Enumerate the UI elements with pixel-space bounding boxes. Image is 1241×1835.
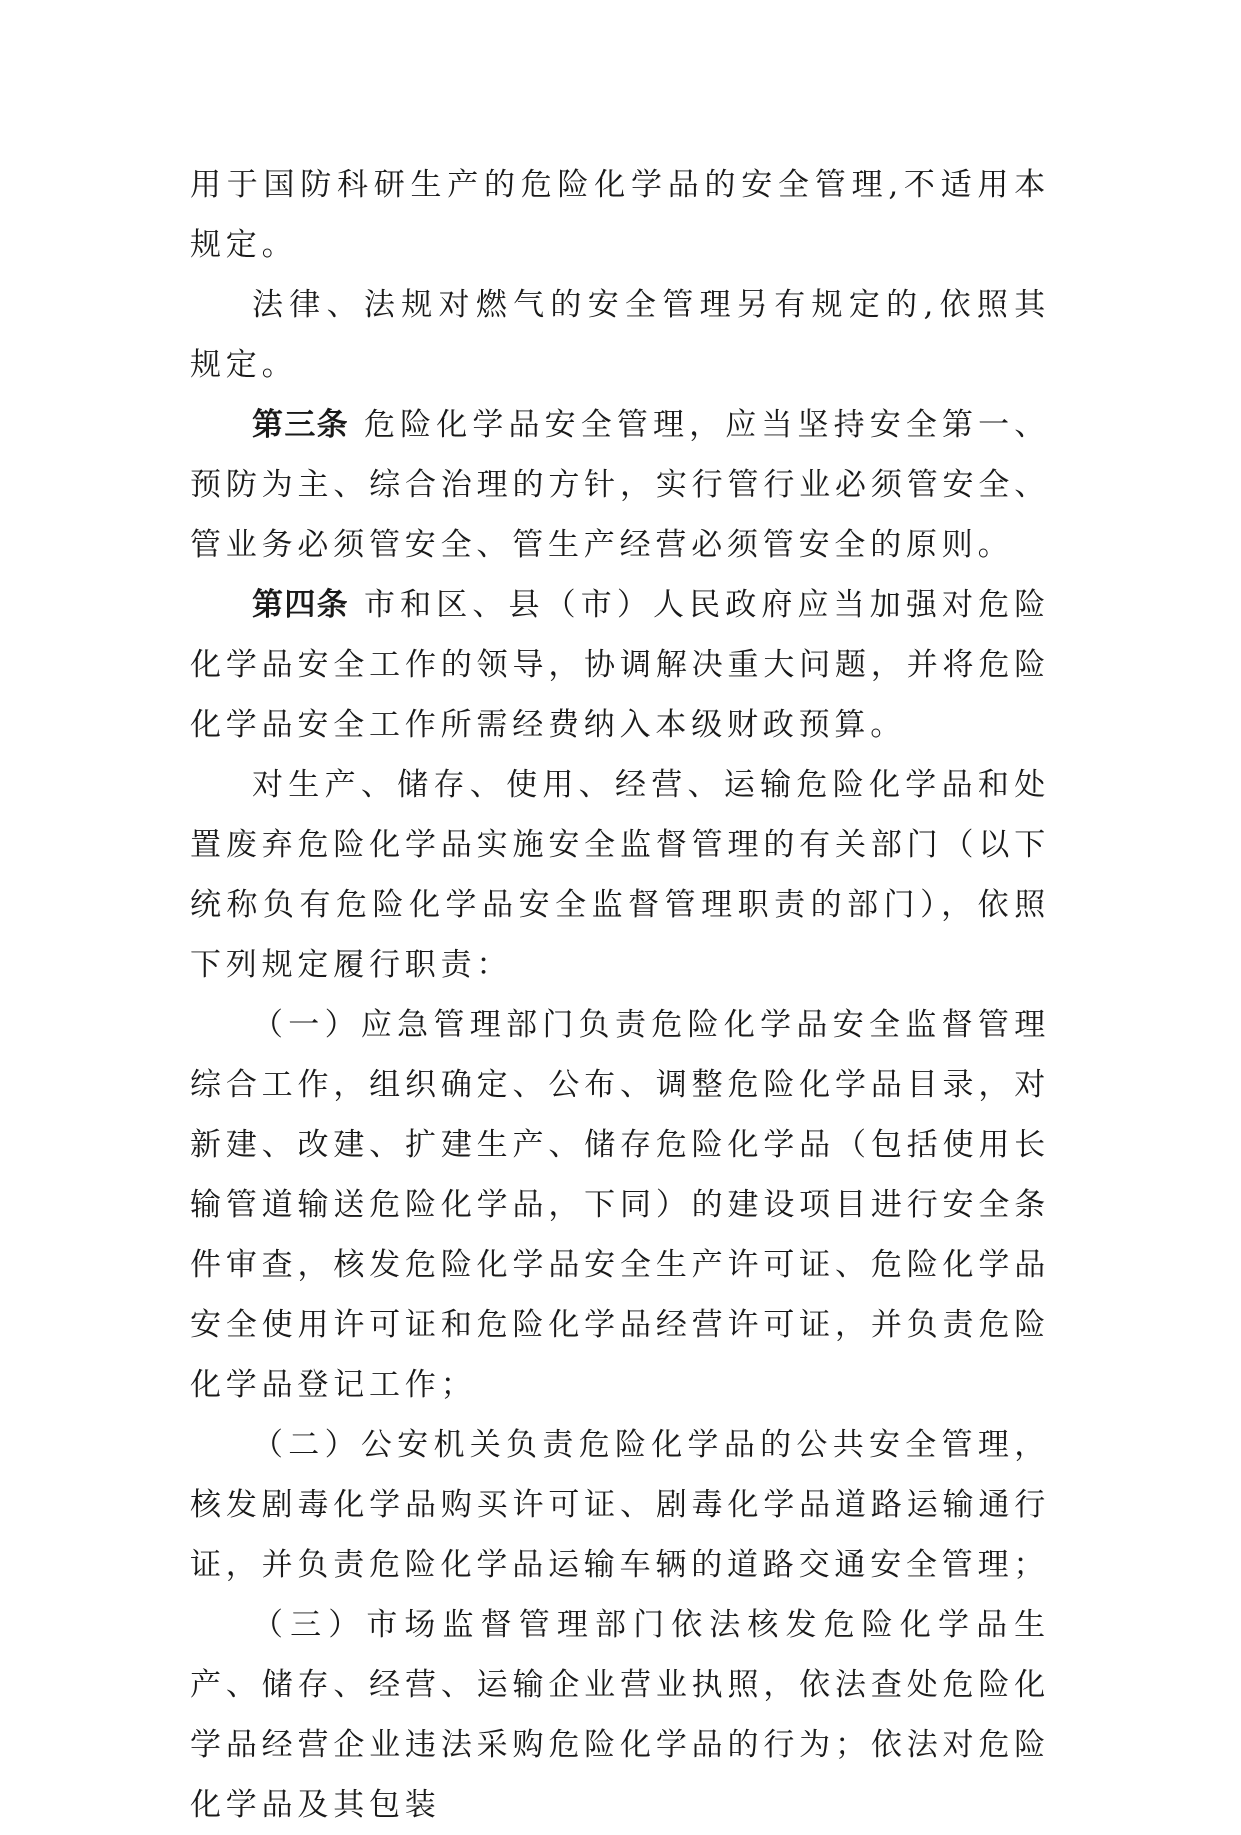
paragraph-text: 危险化学品安全管理，应当坚持安全第一、预防为主、综合治理的方针，实行管行业必须管安全、管业务必须管安全、管生产经营必须管安全的原则。 [190, 407, 1051, 563]
paragraph-text: 对生产、储存、使用、经营、运输危险化学品和处置废弃危险化学品实施安全监督管理的有关部门（以下统称负有危险化学品安全监督管理职责的部门），依照下列规定履行职责： [190, 767, 1050, 983]
article-paragraph [190, 575, 1050, 755]
paragraph [190, 275, 1050, 395]
paragraph-text: （二）公安机关负责危险化学品的公共安全管理，核发剧毒化学品购买许可证、剧毒化学品道路运输通行证，并负责危险化学品运输车辆的道路交通安全管理； [190, 1427, 1050, 1583]
article-title: 第四条 [252, 587, 349, 623]
paragraph-text: 法律、法规对燃气的安全管理另有规定的,依照其规定。 [190, 287, 1050, 383]
list-item [190, 995, 1050, 1415]
paragraph-text: （三）市场监督管理部门依法核发危险化学品生产、储存、经营、运输企业营业执照，依法查处危险化学品经营企业违法采购危险化学品的行为；依法对危险化学品及其包装 [190, 1607, 1050, 1823]
list-item [190, 1415, 1050, 1595]
list-item [190, 1595, 1050, 1835]
paragraph-text: 用于国防科研生产的危险化学品的安全管理,不适用本规定。 [190, 167, 1050, 263]
document-body [190, 155, 1050, 1835]
article-paragraph [190, 395, 1050, 575]
paragraph [190, 755, 1050, 995]
paragraph-text: （一）应急管理部门负责危险化学品安全监督管理综合工作，组织确定、公布、调整危险化学品目录，对新建、改建、扩建生产、储存危险化学品（包括使用长输管道输送危险化学品，下同）的建设项目进行安全条件审查，核发危险化学品安全生产许可证、危险化学品安全使用许可证和危险化学品经营许可证，并负责危险化学品登记工作； [190, 1007, 1050, 1403]
paragraph [190, 155, 1050, 275]
paragraph-text: 市和区、县（市）人民政府应当加强对危险化学品安全工作的领导，协调解决重大问题，并将危险化学品安全工作所需经费纳入本级财政预算。 [190, 587, 1051, 743]
article-title: 第三条 [252, 407, 349, 443]
